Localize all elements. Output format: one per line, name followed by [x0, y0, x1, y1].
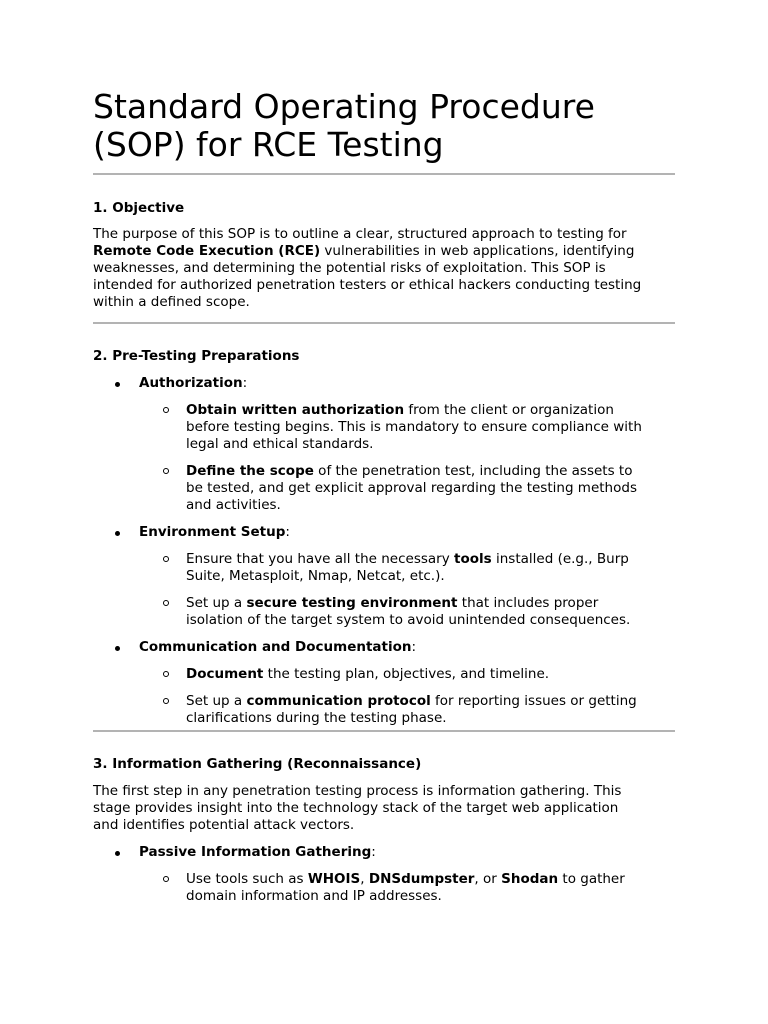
- section-1-heading: 1. Objective: [93, 200, 185, 216]
- document-page: [93, 88, 675, 905]
- bullet-icon: [115, 646, 120, 651]
- sub-item-bold: communication protocol: [246, 693, 431, 709]
- sub-item-bold: secure testing environment: [246, 595, 458, 611]
- sub-item-text: be tested, and get explicit approval regarding the testing methods: [186, 480, 637, 496]
- sub-item-text: that includes proper: [457, 595, 599, 611]
- sub-item-text: Suite, Metasploit, Nmap, Netcat, etc.).: [186, 568, 445, 584]
- sub-item-document: [93, 666, 675, 683]
- objective-line-3: weaknesses, and determining the potential risks of exploitation. This SOP is: [93, 260, 606, 276]
- sub-item-text: before testing begins. This is mandatory to ensure compliance with: [186, 419, 642, 435]
- circle-bullet-icon: [163, 407, 169, 413]
- objective-line-2: vulnerabilities in web applications, identifying: [320, 243, 635, 259]
- bullet-icon: [115, 531, 120, 536]
- sub-item-text: , or: [474, 871, 502, 887]
- sub-item-bold: Define the scope: [186, 463, 314, 479]
- page-title: [93, 88, 675, 164]
- recon-line-1: The first step in any penetration testing process is information gathering. This: [93, 783, 622, 799]
- recon-line-3: and identifies potential attack vectors.: [93, 817, 355, 833]
- colon: :: [242, 375, 248, 391]
- objective-rce-bold: Remote Code Execution (RCE): [93, 243, 321, 259]
- sub-item-passive-tools: [93, 871, 675, 905]
- communication-label: Communication and Documentation: [139, 639, 412, 655]
- objective-line-4: intended for authorized penetration testers or ethical hackers conducting testing: [93, 277, 642, 293]
- colon: :: [411, 639, 417, 655]
- sub-item-bold: Shodan: [501, 871, 559, 887]
- title-line-1: Standard Operating Procedure: [93, 87, 595, 126]
- sub-item-text: and activities.: [186, 497, 281, 513]
- sub-item-text: isolation of the target system to avoid unintended consequences.: [186, 612, 631, 628]
- passive-gathering-label: Passive Information Gathering: [139, 844, 372, 860]
- circle-bullet-icon: [163, 671, 169, 677]
- list-item-environment-setup: [93, 524, 675, 541]
- divider: [93, 730, 675, 732]
- section-3-heading: 3. Information Gathering (Reconnaissance): [93, 756, 422, 772]
- sub-item-text: legal and ethical standards.: [186, 436, 374, 452]
- section-2-heading: 2. Pre-Testing Preparations: [93, 348, 300, 364]
- sub-item-text: the testing plan, objectives, and timeline.: [263, 666, 550, 682]
- sub-item-tools: [93, 551, 675, 585]
- environment-setup-label: Environment Setup: [139, 524, 286, 540]
- sub-item-text: clarifications during the testing phase.: [186, 710, 447, 726]
- objective-line-1: The purpose of this SOP is to outline a clear, structured approach to testing for: [93, 226, 627, 242]
- divider: [93, 322, 675, 324]
- sub-item-bold: Document: [186, 666, 264, 682]
- reconnaissance-paragraph: [93, 783, 675, 834]
- sub-item-text: to gather: [558, 871, 625, 887]
- circle-bullet-icon: [163, 876, 169, 882]
- sub-item-text: Ensure that you have all the necessary: [186, 551, 455, 567]
- bullet-icon: [115, 851, 120, 856]
- authorization-label: Authorization: [139, 375, 243, 391]
- sub-item-secure-environment: [93, 595, 675, 629]
- circle-bullet-icon: [163, 600, 169, 606]
- sub-item-text: for reporting issues or getting: [430, 693, 637, 709]
- circle-bullet-icon: [163, 468, 169, 474]
- circle-bullet-icon: [163, 556, 169, 562]
- sub-item-bold: DNSdumpster: [368, 871, 475, 887]
- circle-bullet-icon: [163, 698, 169, 704]
- sub-item-bold: Obtain written authorization: [186, 402, 405, 418]
- list-item-authorization: [93, 375, 675, 392]
- list-item-communication: [93, 639, 675, 656]
- sub-item-text: of the penetration test, including the assets to: [313, 463, 633, 479]
- sub-item-text: ,: [360, 871, 369, 887]
- sub-item-text: Set up a: [186, 595, 247, 611]
- sub-item-define-scope: [93, 463, 675, 514]
- objective-paragraph: [93, 226, 675, 311]
- sub-item-text: Set up a: [186, 693, 247, 709]
- sub-item-written-authorization: [93, 402, 675, 453]
- list-item-passive-gathering: [93, 844, 675, 861]
- title-line-2: (SOP) for RCE Testing: [93, 125, 444, 164]
- sub-item-text: installed (e.g., Burp: [491, 551, 629, 567]
- bullet-icon: [115, 382, 120, 387]
- objective-line-5: within a defined scope.: [93, 294, 250, 310]
- recon-line-2: stage provides insight into the technology stack of the target web application: [93, 800, 619, 816]
- sub-item-text: domain information and IP addresses.: [186, 888, 442, 904]
- sub-item-bold: tools: [454, 551, 492, 567]
- sub-item-text: Use tools such as: [186, 871, 308, 887]
- colon: :: [285, 524, 290, 540]
- divider: [93, 173, 675, 175]
- sub-item-bold: WHOIS: [307, 871, 361, 887]
- sub-item-communication-protocol: [93, 693, 675, 727]
- colon: :: [371, 844, 376, 860]
- sub-item-text: from the client or organization: [404, 402, 614, 418]
